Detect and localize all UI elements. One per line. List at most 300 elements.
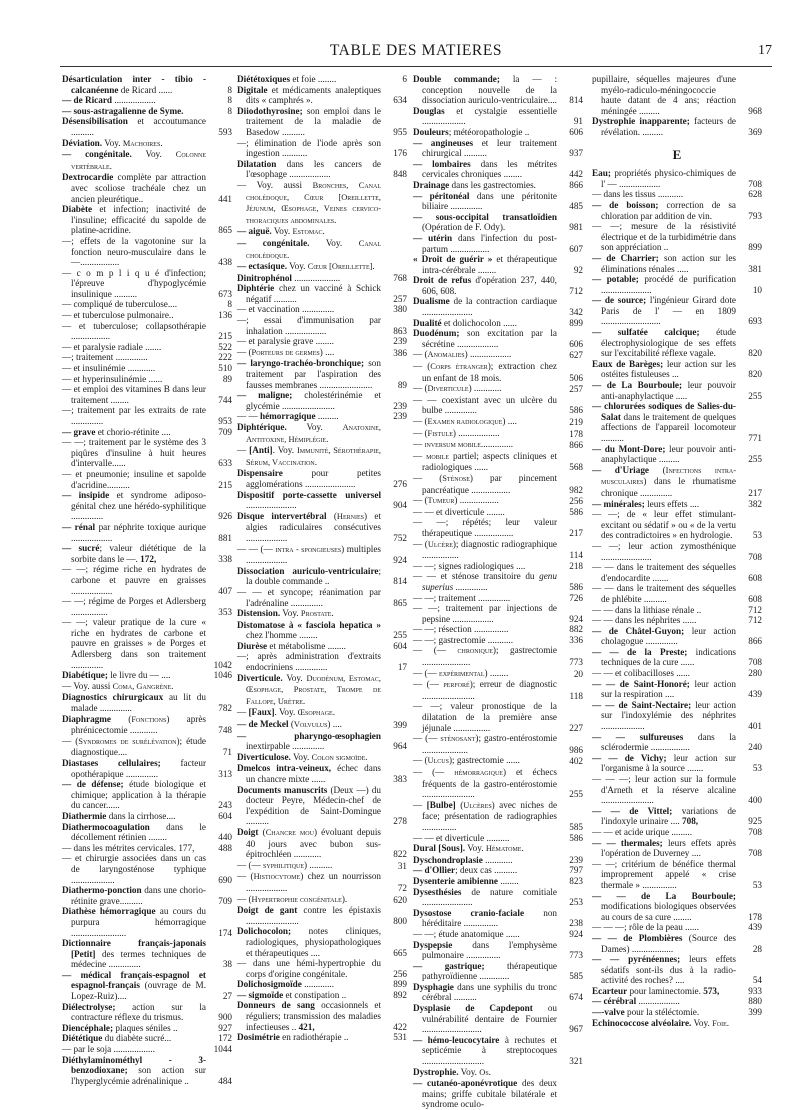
- page-reference: 568: [569, 462, 583, 473]
- page-reference: 28: [752, 943, 762, 954]
- index-entry: — — dans le traitement des séquelles d'endocardite ....... 608: [592, 562, 762, 583]
- index-entry: — hémo-leucocytaire à rechutes et septicémie à streptocoques ........................... 321: [413, 1034, 583, 1067]
- page-reference: 422: [393, 1021, 407, 1032]
- page-reference: 255: [748, 390, 762, 401]
- page-reference: 178: [569, 428, 583, 439]
- page-reference: 215: [218, 479, 232, 490]
- page-reference: 708: [748, 551, 762, 562]
- page-reference: 238: [569, 918, 583, 929]
- index-entry: — —; mesure de la résistivité électrique et de la turbidimétrie dans son appréciation .. 899: [592, 221, 762, 253]
- page-reference: 8: [227, 84, 232, 95]
- index-entry: — (Examen radiologique) .... 219: [413, 416, 583, 427]
- index-entry: Dystrophie. Voy. Os.: [413, 1066, 491, 1077]
- page-reference: 585: [569, 971, 583, 982]
- index-entry: Désensibilisation et accoutumance .......... 593: [62, 116, 232, 137]
- page-reference: 793: [748, 210, 762, 221]
- index-entry: — sulfatée calcique; étude électrophysiologique de ses effets sur l'excitabilité réflexe vagale. 820: [592, 327, 762, 359]
- index-column-1: [62, 74, 232, 1086]
- index-entry: Diabétique; le livre du — .... 1046: [62, 670, 232, 681]
- page-reference: 313: [218, 768, 232, 779]
- index-entry: — (Diverticule) ............ 257: [413, 383, 583, 395]
- page-reference: 239: [393, 400, 407, 411]
- page-reference: 865: [218, 225, 232, 236]
- page-reference: 708: [748, 657, 762, 668]
- page-reference: 278: [393, 816, 407, 827]
- index-entry: — —; régime de Porges et Adlersberg ................ 353: [62, 596, 232, 617]
- index-entry: — ectasique. Voy. Cœur [Oreillette].: [237, 261, 375, 272]
- index-entry: Diéthylaminométhyl - 3-benzodioxane; son action sur l'hyperglycémie adrénalinique .. 484: [62, 1054, 232, 1086]
- index-entry: Dyschondroplasie ............ 239: [413, 854, 583, 865]
- index-entry: — par le soja .................. 1044: [62, 1044, 232, 1055]
- page-reference: 488: [218, 842, 232, 853]
- page-reference: 531: [393, 1032, 407, 1043]
- page-reference: 752: [393, 532, 407, 543]
- page-reference: 522: [218, 341, 232, 352]
- page-reference: 239: [393, 336, 407, 347]
- page-number: 17: [758, 43, 772, 58]
- index-entry: — Voy. aussi Bronches, Canal cholédoque, Cœur [Oreillette, Jéjunum, Œsophage, Veines cervico-thoraciques abdominales.: [237, 179, 382, 225]
- page-reference: 797: [569, 865, 583, 876]
- index-entry: —; essai d'immunisation par inhalation .................. 863: [237, 315, 407, 336]
- index-entry: Déviation. Voy. Machoires.: [62, 137, 163, 148]
- index-entry: Dmelcos intra-veineux, échec dans un chancre mixte ...... 383: [237, 763, 407, 784]
- page-reference: 773: [569, 950, 583, 961]
- index-entry: — et pneumonie; insuline et sapolde d'acridine.......... 215: [62, 468, 232, 490]
- page-reference: 820: [748, 369, 762, 380]
- page-reference: 586: [569, 405, 583, 416]
- index-entry: — (Tumeur) ................. 256: [413, 495, 583, 507]
- index-entry: — —; traitement par injections de pepsine .................. 924: [413, 603, 583, 624]
- page-reference: 240: [748, 742, 762, 753]
- page-reference: 218: [569, 560, 583, 571]
- page-reference: 381: [748, 263, 762, 274]
- index-entry: Dualité et dolichocolon ...... 899: [413, 317, 583, 328]
- page-reference: 10: [752, 284, 762, 295]
- index-entry: — et emploi des vitamines B dans leur traitement ........ 744: [62, 384, 232, 405]
- page-reference: 136: [218, 310, 232, 321]
- index-entry: — gastrique; thérapeutique pathyroïdienne ............. 585: [413, 960, 583, 982]
- page-reference: 881: [218, 532, 232, 543]
- page-reference: 17: [397, 662, 407, 673]
- index-entry: — (Histiocytome) chez un nourrisson .................. 72: [237, 871, 407, 893]
- page-reference: 586: [569, 506, 583, 517]
- index-entry: — dans une hémi-hypertrophie du corps d'origine congénitale. 256: [237, 958, 407, 979]
- index-entry: Diagnostics chirurgicaux au lit du malade .............. 782: [62, 692, 232, 714]
- index-entry: — c o m p l i q u é d'infection; l'épreuve d'hypoglycémie insulinique .......... 673: [62, 267, 232, 299]
- index-entry: — Voy. aussi Coma, Gangrène.: [62, 680, 174, 691]
- index-entry: — sous-occipital transatloïdien (Opération de F. Ody). 981: [413, 211, 583, 233]
- index-entry: — (— expérimental) ........ 20: [413, 667, 583, 679]
- index-entry: Diathèse hémorragique au cours du purpura hémorragique ........................ 174: [62, 906, 232, 938]
- page-reference: 982: [569, 484, 583, 495]
- page-reference: 708: [748, 826, 762, 837]
- index-entry: — de Châtel-Guyon; leur action cholagogue .............. 866: [592, 625, 762, 647]
- page-reference: 604: [393, 640, 407, 651]
- index-entry: —; traitement par les extraits de rate .............. 953: [62, 405, 232, 426]
- page-reference: 257: [393, 293, 407, 304]
- page-reference: 665: [393, 947, 407, 958]
- index-entry: — (Ulcus); gastrectomie ...... 402: [413, 755, 583, 767]
- page-reference: 89: [222, 373, 232, 384]
- page-reference: 981: [569, 222, 583, 233]
- page-reference: 899: [748, 242, 762, 253]
- index-entry: — — et colibacilloses ...... 280: [592, 668, 762, 679]
- page-reference: 586: [569, 581, 583, 592]
- index-entry: Distension. Voy. Prostate.: [237, 608, 334, 619]
- index-entry: Douglas et cystalgie essentielle ................... 91: [413, 105, 583, 127]
- index-entry: — — (— intra - spongieuses) multiples .................. 924: [237, 543, 407, 566]
- page-reference: 53: [752, 879, 762, 890]
- index-entry: —; traitement .............. 222: [62, 352, 232, 363]
- index-entry: — — coexistant avec un ulcère du bulbe .............. 586: [413, 394, 583, 416]
- page-reference: 256: [569, 496, 583, 507]
- page-reference: 53: [752, 763, 762, 774]
- index-entry: —; élimination de l'iode après son ingestion ........... 176: [237, 137, 407, 159]
- index-entry: — — dans le traitement des séquelles de phlébite .......... 608: [592, 583, 762, 604]
- page-reference: 866: [569, 440, 583, 451]
- index-entry: Distomatose à « fasciola hepatica » chez l'homme ........ 255: [237, 619, 407, 641]
- page-reference: 506: [569, 372, 583, 383]
- index-entry: — (Ulcère); diagnostic radiographique ................ 114: [413, 538, 583, 561]
- page-reference: 773: [569, 657, 583, 668]
- index-entry: — —; valeur pronostique de la dilatation de la première anse jéjunale ................ 227: [413, 701, 583, 733]
- page-reference: 8: [227, 105, 232, 116]
- index-entry: Dysplasie de Capdepont ou vulnérabilité dentaire de Fournier .......................... 967: [413, 1003, 583, 1035]
- index-entry: — —; leur action zymosthénique ...................... 708: [592, 540, 762, 562]
- page-reference: 690: [218, 874, 232, 885]
- page-reference: 585: [569, 821, 583, 832]
- index-entry: — — pyrénéennes; leurs effets sédatifs sont-ils dus à la radio-activité des roches? .... 54: [592, 954, 762, 986]
- index-entry: Dyspepsie dans l'emphysème pulmonaire ............... 773: [413, 939, 583, 961]
- index-entry: — —; répétés; leur valeur thérapeutique ................. 217: [413, 517, 583, 538]
- page-reference: 866: [748, 636, 762, 647]
- page-reference: 174: [218, 927, 232, 938]
- page-reference: 510: [218, 363, 232, 374]
- page-reference: 71: [222, 747, 232, 758]
- index-entry: Drainage dans les gastrectomies. 866: [413, 179, 583, 190]
- index-column-4-top: [592, 74, 762, 138]
- page-reference: 336: [569, 634, 583, 645]
- index-entry: — minérales; leurs effets .... 382: [592, 498, 762, 509]
- page-title: TABLE DES MATIERES: [329, 42, 503, 59]
- page-reference: 726: [569, 592, 583, 603]
- index-entry: Dolichosigmoïde ............. 899: [237, 979, 407, 990]
- page-reference: 782: [218, 703, 232, 714]
- page-reference: 401: [748, 721, 762, 732]
- index-entry: Dispositif porte-cassette universel ...................... 904: [237, 489, 407, 511]
- index-entry: — — —; leur action sur la formule d'Arneth et la réserve alcaline ....................... 400: [592, 774, 762, 806]
- index-entry: — (— hémorragique) et échecs fréquents de la gastro-entérostomie ....................... 255: [413, 767, 583, 800]
- index-entry: — (Anomalies) .................. 627: [413, 349, 583, 361]
- section-letter: E: [672, 146, 682, 162]
- page-reference: 771: [748, 433, 762, 443]
- index-entry: — de boisson; correction de sa chloration par addition de vin. 793: [592, 199, 762, 221]
- index-entry: — et paralysie grave ........ 239: [237, 336, 407, 347]
- page-reference: 823: [569, 875, 583, 886]
- page-reference: 608: [748, 572, 762, 583]
- index-entry: Droit de refus d'opération 237, 440, 606, 608. 712: [413, 275, 583, 296]
- page-reference: 1046: [213, 670, 232, 681]
- index-entry: Duodénum; son excitation par la sécrétine .................. 606: [413, 328, 583, 349]
- index-entry: Dualisme de la contraction cardiaque ...................... 342: [413, 296, 583, 318]
- index-entry: — et paralysie radiale ....... 522: [62, 341, 232, 352]
- index-entry: Dystrophie inapparente; facteurs de révélation. ......... 369: [592, 116, 762, 137]
- index-entry: — — de Vichy; leur action sur l'organisme à la source ....... 53: [592, 752, 762, 774]
- page-reference: 708: [748, 848, 762, 859]
- page-reference: 744: [218, 394, 232, 405]
- index-entry: pupillaire, séquelles majeures d'une myélo-radiculo-méningococcie haute datant de 4 ans; réaction méningée ......... 968: [592, 74, 762, 116]
- index-entry: Dysenterie amibienne ........ 823: [413, 875, 583, 886]
- index-entry: — — de La Bourboule; modifications biologiques observées au cours de sa cure ........ 178: [592, 890, 762, 922]
- index-column-4: [592, 74, 762, 1029]
- page-reference: 709: [218, 426, 232, 437]
- index-entry: — congénitale. Voy. Canal cholédoque.: [237, 237, 382, 260]
- index-entry: — aiguë. Voy. Estomac.: [237, 226, 325, 237]
- page-reference: 634: [393, 95, 407, 106]
- index-entry: Ecarteur pour laminectomie. 573, 933: [592, 985, 762, 996]
- page-reference: 709: [218, 895, 232, 906]
- page-reference: 814: [393, 576, 407, 587]
- index-entry: — et vaccination .............. 380: [237, 304, 407, 315]
- page-reference: 822: [393, 849, 407, 860]
- page-reference: 964: [393, 741, 407, 752]
- page-reference: 53: [752, 530, 762, 541]
- index-entry: Diastases cellulaires; facteur opothérapique .............. 313: [62, 758, 232, 779]
- page-reference: 926: [218, 511, 232, 522]
- index-entry: — d'Ollier; deux cas .......... 797: [413, 865, 583, 876]
- index-entry: Dinitrophénol .................... 768: [237, 272, 407, 283]
- index-entry: — médical français-espagnol et espagnol-français (ouvrage de M. Lopez-Ruiz).... 27: [62, 969, 232, 1002]
- page-reference: 8: [227, 299, 232, 310]
- index-entry: — mobile partiel; aspects cliniques et radiologiques ...... 568: [413, 450, 583, 473]
- index-entry: Dextrocardie complète par attraction avec scoliose trachéale chez un ancien pleurétique.. 441: [62, 172, 232, 204]
- index-entry: — — de Saint-Nectaire; leur action sur l'indoxylémie des néphrites ................... 401: [592, 699, 762, 732]
- index-entry: — lombaires dans les métrites cervicales chroniques ........ 442: [413, 158, 583, 180]
- index-entry: — maligne; cholestérinémie et glycémie ....................... 239: [237, 390, 407, 411]
- index-entry: — (Syndromes de surélévation); étude diagnostique.... 71: [62, 735, 232, 758]
- index-entry: Double commande; la — : conception nouvelle de la dissociation auriculo-ventriculaire.... 814: [413, 74, 583, 106]
- page-reference: 386: [393, 347, 407, 358]
- page-reference: 863: [393, 325, 407, 336]
- index-entry: — potable; procédé de purification ...................... 10: [592, 274, 762, 295]
- index-entry: Dysostose cranio-faciale non héréditaire ............... 238: [413, 907, 583, 929]
- index-entry: — —; résection ............... 882: [413, 624, 583, 635]
- page-reference: 1042: [213, 659, 232, 670]
- index-entry: — grave et chorio-rétinite .... 709: [62, 426, 232, 437]
- page-reference: 899: [569, 317, 583, 328]
- page-reference: 968: [748, 105, 762, 116]
- index-entry: Dural [Sous]. Voy. Hématome.: [413, 843, 524, 854]
- index-entry: —; après administration d'extraits endocriniens .............. 17: [237, 651, 407, 673]
- index-entry: — —; de « leur effet stimulant-excitant ou sédatif » ou « de la vertu des contradictoires » en hydrologie. 53: [592, 509, 762, 541]
- page-reference: 986: [569, 744, 583, 755]
- index-entry: — — de la Preste; indications techniques de la cure ...... 708: [592, 646, 762, 668]
- index-entry: — de Ricard .................. 8: [62, 95, 232, 106]
- index-entry: Disque intervertébral (Hernies) et algies radiculaires consécutives .................. 752: [237, 510, 407, 543]
- page-reference: 382: [748, 498, 762, 509]
- index-entry: Doigt (Chancre mou) évoluant depuis 40 jours avec bubon sus-épitrochléen ............ 822: [237, 826, 407, 860]
- page-reference: 925: [748, 816, 762, 827]
- page-reference: 369: [748, 126, 762, 137]
- index-entry: Dilatation dans les cancers de l'œsophage .................. 848: [237, 158, 407, 180]
- page-reference: 628: [748, 189, 762, 200]
- page-reference: 399: [393, 720, 407, 731]
- index-entry: Echinococcose alvéolaire. Voy. Foie.: [592, 1017, 730, 1028]
- page-reference: 27: [222, 991, 232, 1002]
- page-reference: 866: [569, 179, 583, 190]
- page-reference: 748: [218, 725, 232, 736]
- page-reference: 800: [393, 915, 407, 926]
- index-entry: Doigt de gant contre les épistaxis ....................... 800: [237, 905, 407, 926]
- page-reference: 441: [218, 193, 232, 204]
- index-entry: — (— sténosant); gastro-entérostomie .................... 986: [413, 733, 583, 755]
- page-reference: 176: [393, 148, 407, 159]
- page-reference: 92: [573, 264, 583, 275]
- index-entry: — (Porteurs de germes) .... 386: [237, 346, 407, 358]
- index-entry: — de source; l'ingénieur Girard dote Paris de l' — en 1809 .......................... 693: [592, 295, 762, 327]
- index-entry: — angineuses et leur traitement chirurgical .......... 937: [413, 137, 583, 159]
- index-entry: — — et diverticule .......... 586: [413, 832, 583, 843]
- index-entry: — de Charrier; son action sur les éliminations rénales ..... 381: [592, 252, 762, 274]
- header-rule: [60, 66, 772, 67]
- page-reference: 172: [218, 1033, 232, 1044]
- index-entry: — —; gastrectomie ........... 336: [413, 634, 583, 645]
- index-entry: Documents manuscrits (Deux —) du docteur Peyre, Médecin-chef de l'expédition de Saint-Domingue .......... 278: [237, 784, 407, 827]
- index-entry: — (— chronique); gastrectomie ..................... 773: [413, 645, 583, 668]
- page-reference: 967: [569, 1024, 583, 1035]
- index-entry: — — thermales; leurs effets après l'opération de Duverney .... 708: [592, 837, 762, 859]
- index-entry: — compliqué de tuberculose.... 8: [62, 299, 232, 310]
- page-reference: 215: [218, 331, 232, 342]
- index-entry: Diététoxiques et foie ........ 6: [237, 74, 407, 84]
- page-reference: 114: [569, 550, 583, 561]
- index-entry: Dosimétrie en radiothérapie .. 531: [237, 1032, 407, 1043]
- index-entry: — dans les tissus ........... 628: [592, 189, 762, 200]
- index-entry: Diencéphale; plaques séniles .. 927: [62, 1022, 232, 1033]
- index-entry: — d'Uriage (Infections intra-musculaires) dans le rhumatisme chronique .............. 217: [592, 464, 762, 498]
- page-reference: 953: [218, 416, 232, 426]
- index-entry: — —; régime riche en hydrates de carbone et pauvre en graisses .................. 407: [62, 564, 232, 596]
- index-entry: — (— perforé); erreur de diagnostic ....................... 118: [413, 679, 583, 701]
- index-entry: — insipide et syndrome adiposo-génital chez une hérédo-syphilitique .............. 926: [62, 490, 232, 522]
- page-reference: 865: [393, 597, 407, 608]
- page-reference: 256: [393, 968, 407, 979]
- index-entry: — — de Vittel; variations de l'indoxyle urinaire .... 708, 925: [592, 805, 762, 827]
- page-reference: 20: [573, 668, 583, 679]
- page-reference: 440: [218, 832, 232, 843]
- page-reference: 6: [402, 74, 407, 84]
- page-reference: 439: [748, 922, 762, 933]
- index-entry: — et hyperinsulinémie ...... 89: [62, 373, 232, 384]
- page-reference: 383: [393, 774, 407, 784]
- page-reference: 955: [393, 126, 407, 137]
- index-entry: — cérébral .................. 880: [592, 996, 762, 1007]
- page-reference: 255: [748, 454, 762, 465]
- index-entry: « Droit de guérir » et thérapeutique intra-cérébrale ........ 92: [413, 254, 583, 275]
- index-entry: Diététique du diabète sucré... 172: [62, 1033, 232, 1044]
- page-reference: 880: [748, 996, 762, 1007]
- page-reference: 400: [748, 795, 762, 806]
- index-column-2: [237, 74, 407, 1043]
- page-reference: 712: [748, 615, 762, 626]
- index-entry: — péritonéal dans une péritonite biliaire .............. 485: [413, 190, 583, 212]
- index-entry: — (Hypertrophie congénitale). 620: [237, 893, 407, 905]
- index-entry: Douleurs; météoropathologie .. 606: [413, 126, 583, 137]
- index-entry: — — sulfureuses dans la sclérodermie ................. 240: [592, 731, 762, 753]
- page-reference: 593: [218, 126, 232, 137]
- index-entry: Diiodothyrosine; son emploi dans le traitement de la maladie de Basedow .......... 955: [237, 105, 407, 137]
- index-entry: — (Corps étranger); extraction chez un enfant de 18 mois. 506: [413, 361, 583, 383]
- index-entry: Eau; propriétés physico-chimiques de l' — .................. 708: [592, 168, 762, 189]
- index-entry: — —; étude anatomique ...... 924: [413, 928, 583, 939]
- index-entry: — (Sténose) par pincement pancréatique ................. 982: [413, 472, 583, 495]
- index-entry: — et tuberculose pulmonaire.. 136: [62, 310, 232, 321]
- page-reference: 820: [748, 348, 762, 359]
- page-reference: 606: [569, 126, 583, 137]
- page-reference: 712: [748, 604, 762, 615]
- index-entry: — du Mont-Dore; leur pouvoir anti-anaphylactique ......... 255: [592, 443, 762, 465]
- index-entry: — (Fistule) .................. 178: [413, 427, 583, 439]
- page-reference: 937: [569, 148, 583, 159]
- index-entry: — congénitale. Voy. Colonne vertébrale.: [62, 149, 206, 171]
- index-entry: — utérin dans l'infection du post-partum ................. 607: [413, 232, 583, 254]
- index-entry: Diabète et infection; inactivité de l'insuline; efficacité du sapolde de platine-acridine. 865: [62, 204, 232, 236]
- page-reference: 438: [218, 257, 232, 268]
- index-entry: — chlorurées sodiques de Salies-du-Salat dans le traitement de quelques affections de l'appareil locomoteur .......... 771: [592, 401, 762, 443]
- page-reference: 255: [393, 630, 407, 641]
- index-entry: — — —; rôle de la peau ...... 439: [592, 922, 762, 933]
- page-reference: 608: [748, 593, 762, 604]
- page-reference: 255: [569, 789, 583, 800]
- index-entry: Eaux de Barèges; leur action sur les ostéites fistuleuses ... 820: [592, 358, 762, 380]
- index-entry: — — de Plombières (Source des Dames) .................. 28: [592, 932, 762, 954]
- page-reference: 439: [748, 689, 762, 700]
- index-entry: — — hémorragique ......... 239: [237, 411, 407, 422]
- index-entry: — de La Bourboule; leur pouvoir anti-anaphylactique ..... 255: [592, 380, 762, 401]
- index-entry: Dolichocolon; notes cliniques, radiologiques, physiopathologiques et thérapeutiques .... 665: [237, 926, 407, 958]
- page-reference: 407: [218, 585, 232, 596]
- page-reference: 627: [569, 350, 583, 361]
- index-entry: Diélectrolyse; action sur la contracture réflexe du trismus. 900: [62, 1001, 232, 1023]
- page-reference: 342: [569, 307, 583, 318]
- page-reference: 673: [218, 288, 232, 299]
- page-reference: 227: [569, 722, 583, 733]
- page-reference: 607: [569, 243, 583, 254]
- page-reference: 399: [748, 1007, 762, 1018]
- page-reference: 8: [227, 95, 232, 106]
- index-entry: — — et diverticule ........ 586: [413, 506, 583, 517]
- page-reference: 484: [218, 1075, 232, 1086]
- index-entry: — [Faux]. Voy. Œsophage.: [237, 707, 335, 718]
- index-entry: — (— syphilitique) .......... 31: [237, 859, 407, 871]
- page-reference: 933: [748, 985, 762, 996]
- page-reference: 604: [218, 810, 232, 821]
- page-reference: 257: [569, 384, 583, 395]
- index-entry: — — et syncope; réanimation par l'adrénaline .............. 865: [237, 586, 407, 608]
- index-entry: Dysphagie dans une syphilis du tronc cérébral .......... 674: [413, 981, 583, 1003]
- index-entry: Dictionnaire français-japonais [Petit] des termes techniques de médecine .............. 38: [62, 938, 232, 970]
- page-reference: 217: [569, 527, 583, 538]
- page-reference: 900: [218, 1012, 232, 1023]
- page-reference: 239: [569, 854, 583, 865]
- index-entry: — sous-astragalienne de Syme. 8: [62, 105, 232, 116]
- page-header: [60, 42, 772, 64]
- page-reference: 91: [573, 116, 583, 127]
- page-reference: 380: [393, 304, 407, 315]
- index-entry: Diathermo-ponction dans une chorio-rétinite grave.......... 709: [62, 885, 232, 906]
- page-reference: 927: [218, 1022, 232, 1033]
- index-entry: — de défense; étude biologique et chimique; application à la thérapie du cancer...... 243: [62, 779, 232, 811]
